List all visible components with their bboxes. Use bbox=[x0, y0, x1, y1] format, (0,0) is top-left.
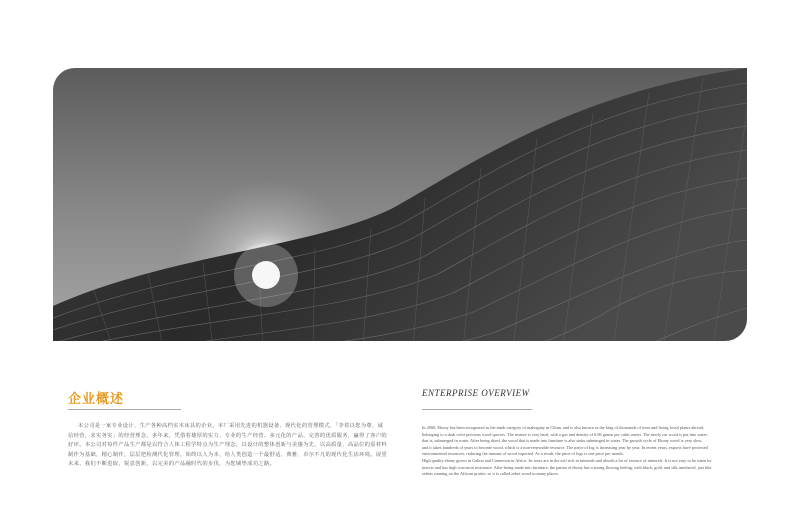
body-line: belonging to a dark color precious wood species. The texture is very hard, with a gas and density of 0.86 grams per cubic meter. The newly cut wood is put into water, bbox=[422, 431, 708, 437]
divider bbox=[68, 409, 181, 410]
body-line: environmental resources, reducing the amount of wood exported. As a result, the price of logs is one price per month. bbox=[422, 451, 624, 457]
body-text-zh: 本公司是一家专业设计、生产各种高档实木床具的企业。本厂采用先进的机器设备、现代化的管理模式，「李着以您为尊，诚信经营，求实务实」的经营理念，多年来，凭借着雄厚的实力、专业的生产经营、多元化的产品、完善的优质服务，赢得了客户的好评。本公司对每件产品生产都是以符合人体工程学特点为生产理念，以设计的整体创新与美感为先，以高质量、高品位的原材料制作为基础，精心制作，层层把检测代化管理，始终以人为本，给人类创造一个最舒适、典雅、卓尔不凡的现代化生活环境。展望未来，我们不断进取，锐意创新，以完美的产品融时代的步伐，为您铺垫成功之路。 bbox=[68, 423, 388, 468]
body-line: insects and has high corrosion resistance. After being made into furniture, the patina of ebony has a strong flowing feeling, with black, gold, and silk interlaced, just like bbox=[422, 464, 712, 470]
section-title-en: ENTERPRISE OVERVIEW bbox=[422, 388, 530, 398]
body-line: and it takes hundreds of years to become wood, which is a non-renewable resource. The piece of log is increasing year by year. In recent years, exports have protected bbox=[422, 444, 708, 450]
body-line: In 2000, Ebony has been recognized as the ninth category of mahogany in China, and is also known as the king of thousands of trees and living fossil plants abroad, bbox=[422, 425, 705, 430]
section-title-zh: 企业概述 bbox=[68, 392, 125, 407]
body-line: High quality ebony grows in Gabon and Cameroon in Africa. Its roots are in the soil rich in minerals and absorb a lot of essence of minerals. It is not easy to be eaten by bbox=[422, 457, 712, 463]
hero-image bbox=[53, 68, 747, 341]
body-line: zebras running on the African prairie, so it is called zebra wood in many places. bbox=[422, 471, 559, 477]
body-text-en bbox=[422, 425, 747, 478]
body-line: that is, submerged in water. After being dried, the wood that is made into furniture is also sinks submerged in water. The growth cycle of Ebony wood is very slow, bbox=[422, 438, 703, 444]
divider bbox=[422, 409, 532, 410]
architecture-photo bbox=[53, 68, 747, 341]
